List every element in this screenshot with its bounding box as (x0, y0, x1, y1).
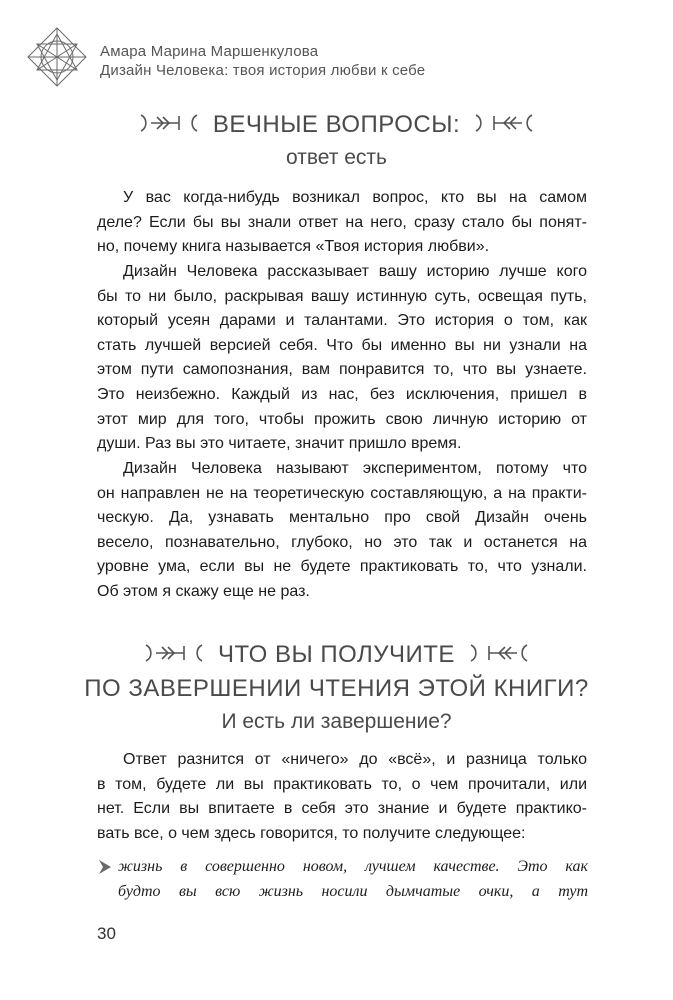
paragraph-3 (97, 457, 587, 605)
chevron-right-icon (98, 859, 112, 875)
text-line: этом пути самопознания, вам понравится то, что вы узнаете. (97, 361, 587, 379)
text-line: этот мир для того, чтобы прожить свою личную историю от (97, 410, 587, 428)
paragraph-2 (97, 260, 587, 457)
section1-heading (0, 110, 673, 172)
text-line: стать лучшей версией себя. Что бы именно вы ни узнали на (97, 336, 587, 354)
bullet-item (118, 855, 588, 904)
text-line: Об этом я скажу еще не раз. (97, 582, 310, 600)
section2-subtitle: И есть ли завершение? (221, 710, 452, 733)
geometric-star-logo-icon (26, 26, 88, 88)
text-line: в том, будете ли вы практиковать то, о чем прочитали, или (97, 775, 587, 793)
section2-title-line1: ЧТО ВЫ ПОЛУЧИТЕ (218, 641, 455, 668)
text-line: души. Раз вы это читаете, значит пришло время. (97, 435, 462, 453)
moon-ornament-left-icon (140, 642, 206, 664)
text-line: жизнь в совершенно новом, лучшем качестве. Это как (118, 858, 588, 875)
paragraph-4 (97, 748, 587, 846)
text-line: который усеян дарами и талантами. Это история о том, как (97, 312, 587, 330)
section2-title-line2: ПО ЗАВЕРШЕНИИ ЧТЕНИЯ ЭТОЙ КНИГИ? (84, 675, 589, 702)
text-line: Это неизбежно. Каждый из нас, без исключения, пришел в (97, 385, 587, 403)
text-line: уровне ума, если вы не будете практиковать то, что узнали. (97, 558, 587, 576)
page-number: 30 (97, 924, 116, 943)
text-line: вать все, о чем здесь говорится, то получите следующее: (97, 824, 526, 842)
header-book-title: Дизайн Человека: твоя история любви к себе (100, 62, 426, 79)
text-line: но, почему книга называется «Твоя история любви». (97, 238, 490, 256)
text-line: Ответ разнится от «ничего» до «всё», и разница только (123, 751, 587, 768)
moon-ornament-right-icon (472, 112, 538, 134)
text-line: ческую. Да, узнавать ментально про свой Дизайн очень (97, 509, 587, 527)
header-author: Амара Марина Маршенкулова (100, 43, 319, 60)
text-line: бы то ни было, раскрывая вашу истинную суть, освещая путь, (97, 287, 587, 305)
text-line: нет. Если вы впитаете в себя это знание и будете практико- (97, 800, 587, 818)
text-line: будто вы всю жизнь носили дымчатые очки, а тут (118, 882, 588, 900)
text-line: весело, познавательно, глубоко, но это так и останется на (97, 533, 587, 551)
text-line: деле? Если бы вы знали ответ на него, сразу стало бы понят- (97, 213, 587, 231)
paragraph-1 (97, 186, 587, 260)
text-line: Дизайн Человека называют экспериментом, потому что (123, 460, 587, 477)
text-line: он направлен не на теоретическую составляющую, а на практи- (97, 484, 587, 502)
moon-ornament-left-icon (135, 112, 201, 134)
section2-heading (0, 640, 673, 736)
section1-subtitle: ответ есть (286, 146, 387, 169)
text-line: У вас когда-нибудь возникал вопрос, кто вы на самом (123, 189, 587, 206)
section1-title: ВЕЧНЫЕ ВОПРОСЫ: (212, 111, 461, 138)
text-line: Дизайн Человека рассказывает вашу историю лучше кого (123, 263, 587, 280)
bullet-text (118, 855, 588, 904)
moon-ornament-right-icon (467, 642, 533, 664)
running-header (100, 42, 425, 80)
